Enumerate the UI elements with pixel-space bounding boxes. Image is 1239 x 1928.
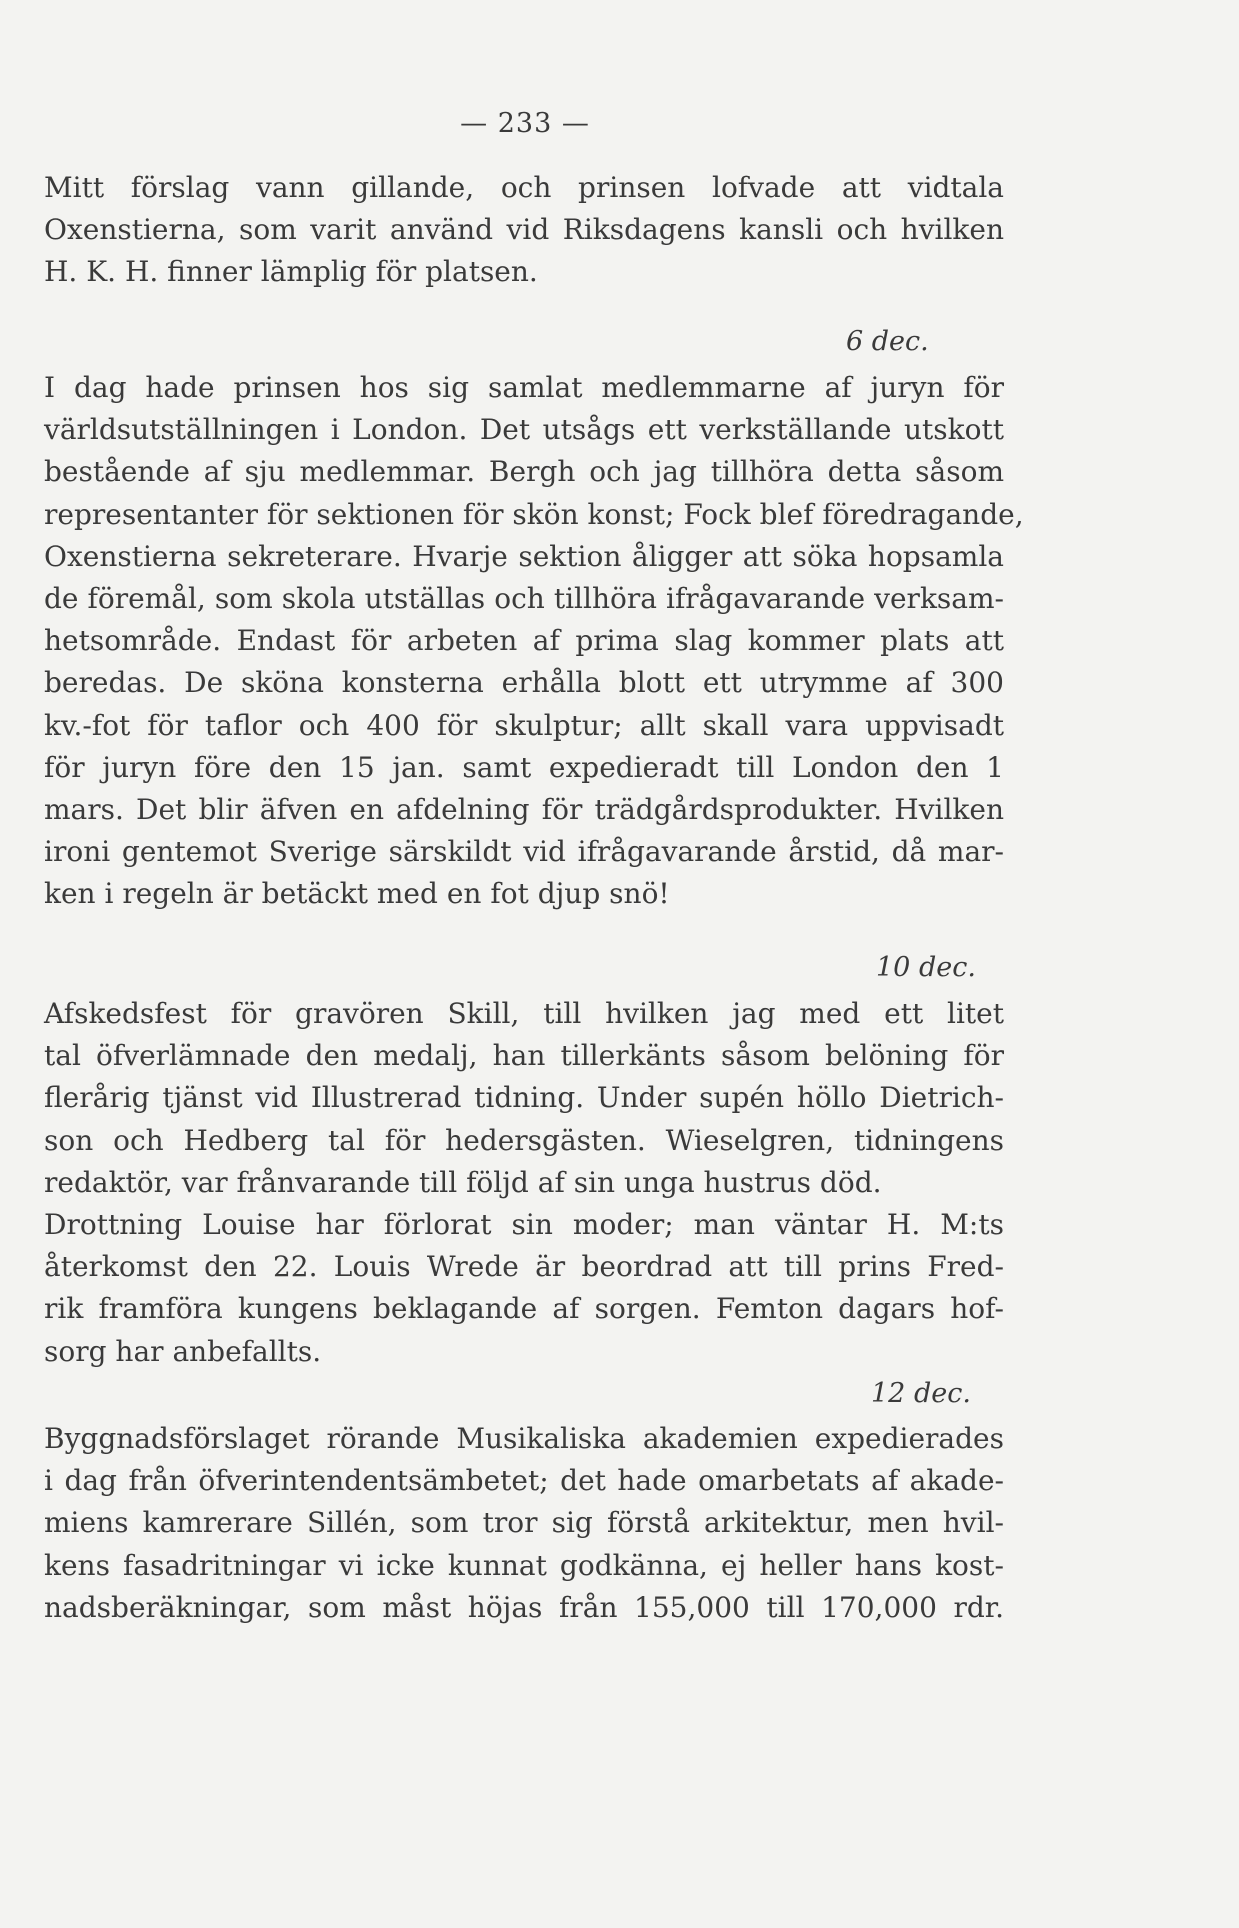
text-line: Oxenstierna sekreterare. Hvarje sektion åligger att söka hopsamla <box>44 539 1004 573</box>
text-line: Oxenstierna, som varit använd vid Riksdagens kansli och hvilken <box>44 213 1004 247</box>
text-line: redaktör, var frånvarande till följd af sin unga hustrus död. <box>44 1165 882 1199</box>
text-line: ironi gentemot Sverige särskildt vid ifrågavarande årstid, då mar- <box>44 835 1004 869</box>
text-line: Afskedsfest för gravören Skill, till hvilken jag med ett litet <box>44 997 1004 1030</box>
date-heading-12-dec: 12 dec. <box>871 1378 971 1409</box>
text-line: i dag från öfverintendentsämbetet; det hade omarbetats af akade- <box>44 1464 1004 1498</box>
text-line: kens fasadritningar vi icke kunnat godkänna, ej heller hans kost- <box>44 1548 1004 1582</box>
text-line: tal öfverlämnade den medalj, han tillerkänts såsom belöning för <box>44 1039 1004 1073</box>
paragraph-6-dec <box>44 367 1024 915</box>
text-line: bestående af sju medlemmar. Bergh och jag tillhöra detta såsom <box>44 455 1004 489</box>
paragraph-10-dec <box>44 993 1004 1373</box>
text-line: kv.-fot för taflor och 400 för skulptur; allt skall vara uppvisadt <box>44 708 1004 742</box>
text-line: Mitt förslag vann gillande, och prinsen lofvade att vidtala <box>44 171 1004 204</box>
text-line: flerårig tjänst vid Illustrerad tidning. Under supén höllo Dietrich- <box>44 1081 1004 1115</box>
date-heading-10-dec: 10 dec. <box>876 952 976 983</box>
paragraph-12-dec <box>44 1418 1004 1629</box>
paragraph-intro <box>44 167 1004 294</box>
text-line: hetsområde. Endast för arbeten af prima slag kommer plats att <box>44 624 1004 658</box>
text-line: representanter för sektionen för skön konst; Fock blef föredragande, <box>44 497 1024 531</box>
page-number: — 233 — <box>460 108 590 139</box>
text-line: H. K. H. finner lämplig för platsen. <box>44 255 538 289</box>
text-line: ken i regeln är betäckt med en fot djup snö! <box>44 877 670 911</box>
date-heading-6-dec: 6 dec. <box>846 326 929 357</box>
text-line: de föremål, som skola utställas och tillhöra ifrågavarande verksam- <box>44 581 1004 615</box>
text-line: I dag hade prinsen hos sig samlat medlemmarne af juryn för <box>44 371 1004 404</box>
text-line: Byggnadsförslaget rörande Musikaliska akademien expedierades <box>44 1422 1004 1455</box>
text-line: son och Hedberg tal för hedersgästen. Wieselgren, tidningens <box>44 1123 1004 1157</box>
text-line: återkomst den 22. Louis Wrede är beordrad att till prins Fred- <box>44 1250 1004 1284</box>
text-line: nadsberäkningar, som måst höjas från 155,000 till 170,000 rdr. <box>44 1590 1004 1624</box>
text-line: beredas. De sköna konsterna erhålla blott ett utrymme af 300 <box>44 666 1004 700</box>
text-line: världsutställningen i London. Det utsågs ett verkställande utskott <box>44 413 1004 447</box>
text-line: miens kamrerare Sillén, som tror sig förstå arkitektur, men hvil- <box>44 1506 1004 1540</box>
text-line: mars. Det blir äfven en afdelning för trädgårdsprodukter. Hvilken <box>44 792 1004 826</box>
text-line: rik framföra kungens beklagande af sorgen. Femton dagars hof- <box>44 1292 1004 1326</box>
text-line: sorg har anbefallts. <box>44 1334 322 1368</box>
text-line: för juryn före den 15 jan. samt expedieradt till London den 1 <box>44 750 1004 784</box>
text-line: Drottning Louise har förlorat sin moder; man väntar H. M:ts <box>44 1207 1004 1241</box>
